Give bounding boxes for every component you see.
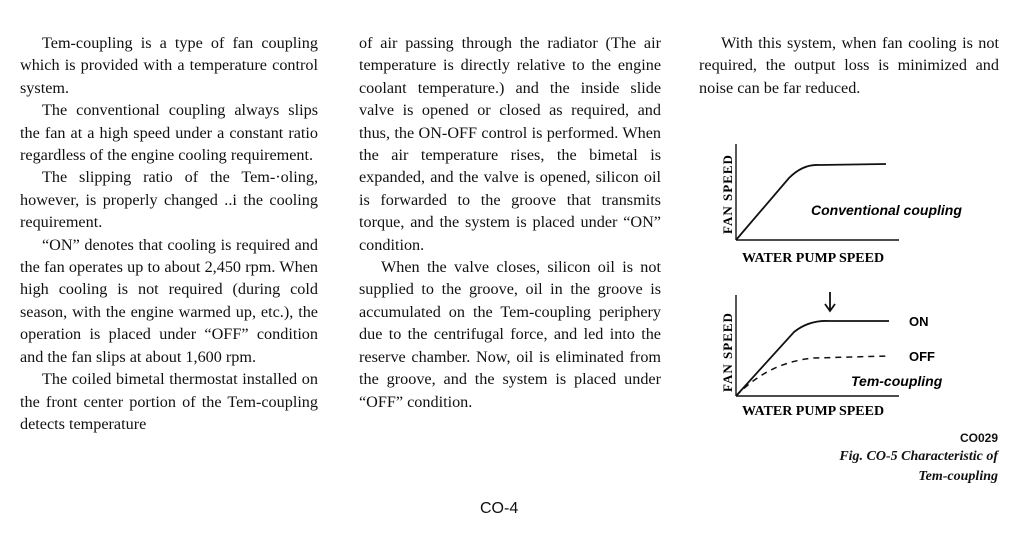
caption-line: Tem-coupling (918, 469, 998, 484)
curve-label: Tem-coupling (851, 373, 943, 389)
chart-tem-coupling (720, 292, 943, 419)
x-axis-label: WATER PUMP SPEED (742, 251, 885, 266)
paragraph: “ON” denotes that cooling is required and the fan operates up to about 2,450 rpm. When high cooling is not required (during cold season, with the engine warmed up, etc.), the operation is placed under “OFF” condition and the fan slips at about 1,600 rpm. (20, 235, 318, 366)
paragraph: With this system, when fan cooling is not required, the output loss is minimized and noise can be far reduced. (699, 34, 999, 97)
paragraph: When the valve closes, silicon oil is not supplied to the groove, oil in the groove is accumulated on the Tem-coupling periphery due to the centrifugal force, and led into the reserve chamber. Now, oil is eliminated from the groove, and the system is placed under “OFF” condition. (359, 258, 661, 411)
curve-label: Conventional coupling (811, 202, 962, 218)
caption-line: Fig. CO-5 Characteristic of (839, 449, 998, 464)
paragraph: The coiled bimetal thermostat installed on the front center portion of the Tem-coupling detects temperature (20, 370, 318, 433)
characteristic-figure (699, 140, 999, 430)
off-label: OFF (909, 349, 935, 364)
page-number: CO-4 (480, 500, 519, 517)
paragraph: Tem-coupling is a type of fan coupling which is provided with a temperature control system. (20, 34, 318, 97)
text-column-3 (699, 32, 999, 99)
y-axis-label: FAN SPEED (720, 154, 735, 234)
paragraph: The slipping ratio of the Tem-·oling, however, is properly changed ..i the cooling requirement. (20, 168, 318, 232)
paragraph: The conventional coupling always slips the fan at a high speed under a constant ratio regardless of the engine cooling requirement. (20, 101, 318, 165)
down-arrow-icon (825, 292, 835, 311)
paragraph: of air passing through the radiator (The air temperature is directly relative to the engine coolant temperature.) and the inside slide valve is opened or closed as required, and thus, the ON-OFF control is performed. When the air temperature rises, the bimetal is expanded, and the valve is opened, silicon oil is forwarded to the groove that transmits torque, and the system is placed under “ON” condition. (359, 34, 661, 254)
chart-conventional (720, 144, 962, 266)
figure-code: CO029 (959, 431, 998, 445)
text-column-1 (20, 32, 318, 435)
x-axis-label: WATER PUMP SPEED (742, 404, 885, 419)
y-axis-label: FAN SPEED (720, 312, 735, 392)
figure-caption (768, 447, 998, 487)
on-label: ON (909, 314, 929, 329)
text-column-2 (359, 32, 661, 413)
